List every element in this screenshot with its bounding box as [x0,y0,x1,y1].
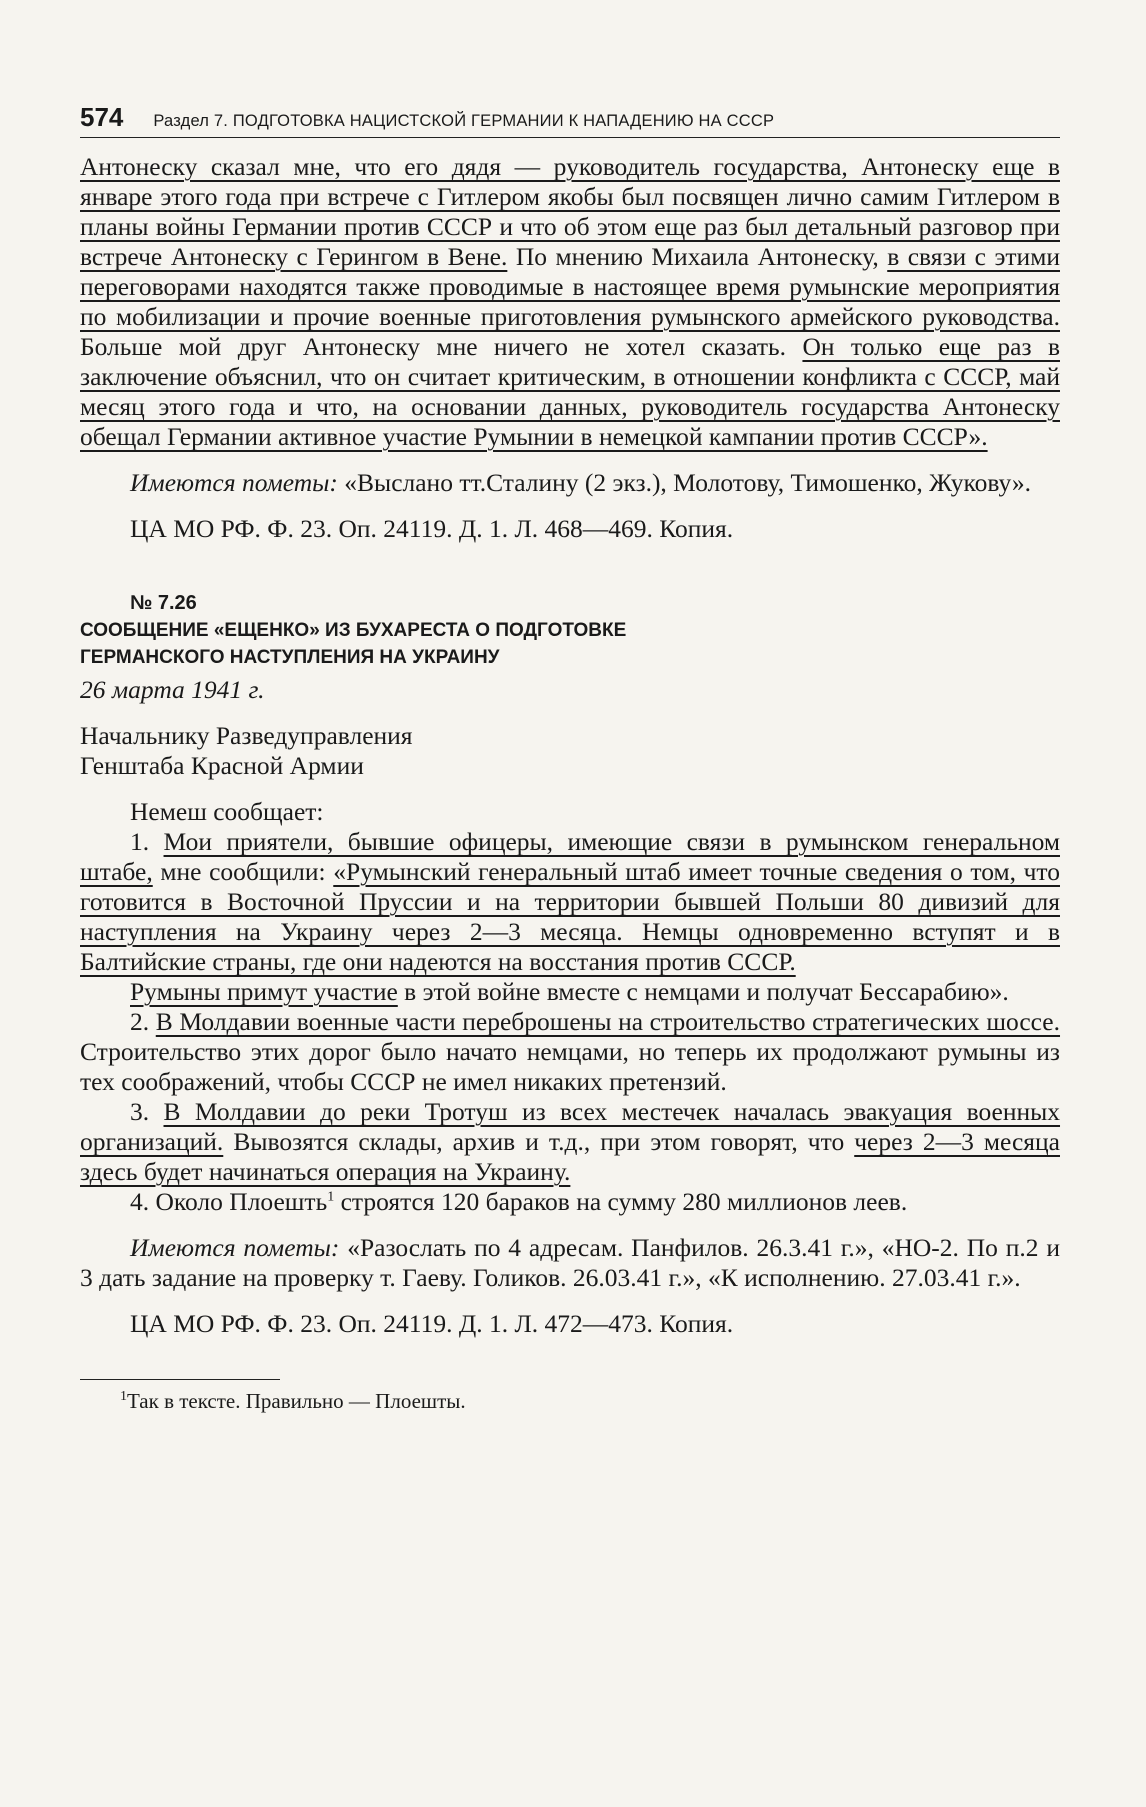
underlined-text: Румыны примут участие [130,977,398,1006]
report-item-2 [80,1007,1060,1097]
footnote [80,1388,1060,1414]
item-number: 3. [130,1097,164,1126]
plain-text: Больше мой друг Антонеску мне ничего не хотел сказать. [80,332,803,361]
doc2-marks [80,1233,1060,1293]
document-title-line-1: СООБЩЕНИЕ «ЕЩЕНКО» ИЗ БУХАРЕСТА О ПОДГОТОВКЕ [80,620,627,641]
doc1-archive-reference: ЦА МО РФ. Ф. 23. Оп. 24119. Д. 1. Л. 468—469. Копия. [130,514,734,543]
item-number: 2. [130,1007,156,1036]
marks-text: «Разослать по 4 адресам. Панфилов. 26.3.41 г.», «НО-2. По п.2 и 3 дать задание на проверку т. Гаеву. Голиков. 26.03.41 г.», «К исполнению. 27.03.41 г.». [80,1233,1060,1292]
report-intro: Немеш сообщает: [130,797,324,826]
item-number: 1. [130,827,164,856]
document-date: 26 марта 1941 г. [80,675,265,704]
report-item-4 [80,1187,1060,1217]
underlined-text: В Молдавии до реки Тротуш из всех местечек началась эвакуация военных организаций. [80,1097,1061,1156]
page-header [80,102,1060,138]
underlined-text: Мои приятели, бывшие офицеры, имеющие связи в румынском генеральном штабе, [80,827,1060,886]
plain-text: По мнению Михаила Антонеску, [507,242,888,271]
underlined-text: через 2—3 месяца здесь будет начинаться операция на Украину. [80,1127,1060,1186]
doc1-marks [80,468,1060,498]
underlined-text: Он только еще раз в заключение объяснил, что он считает критическим, в отношении конфликта с СССР, май месяц этого года и что, на основании данных, руководитель государства Антонеску обещал Германии активное участие Румынии в немецкой кампании против СССР». [80,332,1060,451]
running-head: Раздел 7. ПОДГОТОВКА НАЦИСТСКОЙ ГЕРМАНИИ К НАПАДЕНИЮ НА СССР [153,112,775,130]
plain-text: в этой войне вместе с немцами и получат Бессарабию». [397,977,1009,1006]
page-number: 574 [80,102,124,132]
plain-text: Строительство этих дорог было начато немцами, но теперь их продолжают румыны из тех соображений, чтобы СССР не имел никаких претензий. [80,1037,1060,1096]
doc1-continuation-paragraph [80,152,1060,452]
underlined-text: Антонеску сказал мне, что его дядя — руководитель государства, Антонеску еще в январе этого года при встрече с Гитлером якобы был посвящен лично самим Гитлером в планы войны Германии против СССР и что об этом еще раз был детальный разговор при встрече Антонеску с Герингом в Вене. [80,152,1060,271]
underlined-text: в связи с этими переговорами находятся также проводимые в настоящее время румынские мероприятия по мобилизации и прочие военные приготовления румынского армейского руководства. [80,242,1060,331]
plain-text: Вывозятся склады, архив и т.д., при этом говорят, что [223,1127,855,1156]
plain-text: строятся 120 бараков на сумму 280 миллионов леев. [334,1187,908,1216]
addressee-line-1: Начальнику Разведуправления [80,721,413,750]
footnote-text: Так в тексте. Правильно — Плоешты. [127,1389,466,1413]
report-item-1-continued [80,977,1060,1007]
underlined-text: «Румынский генеральный штаб имеет точные сведения о том, что готовится в Восточной Пруссии и на территории бывшей Польши 80 дивизий для наступления на Украину через 2—3 месяца. Немцы одновременно вступят и в Балтийские страны, где они надеются на восстания против СССР. [80,857,1060,976]
marks-label: Имеются пометы: [130,468,338,497]
marks-label: Имеются пометы: [130,1233,340,1262]
page-body [80,152,1060,1414]
doc2-archive-reference: ЦА МО РФ. Ф. 23. Оп. 24119. Д. 1. Л. 472—473. Копия. [130,1309,734,1338]
footnote-reference: 1 [327,1189,335,1205]
plain-text: мне сообщили: [152,857,334,886]
underlined-text: В Молдавии военные части переброшены на строительство стратегических шоссе. [155,1007,1061,1036]
document-number: № 7.26 [130,592,197,614]
footnote-mark: 1 [120,1389,127,1404]
plain-text: 4. Около Плоешть [130,1187,328,1216]
report-item-3 [80,1097,1060,1187]
marks-text: «Выслано тт.Сталину (2 экз.), Молотову, Тимошенко, Жукову». [337,468,1031,497]
footnote-divider [80,1379,280,1380]
report-item-1 [80,827,1060,977]
addressee-line-2: Генштаба Красной Армии [80,751,364,780]
document-title-line-2: ГЕРМАНСКОГО НАСТУПЛЕНИЯ НА УКРАИНУ [80,647,500,668]
